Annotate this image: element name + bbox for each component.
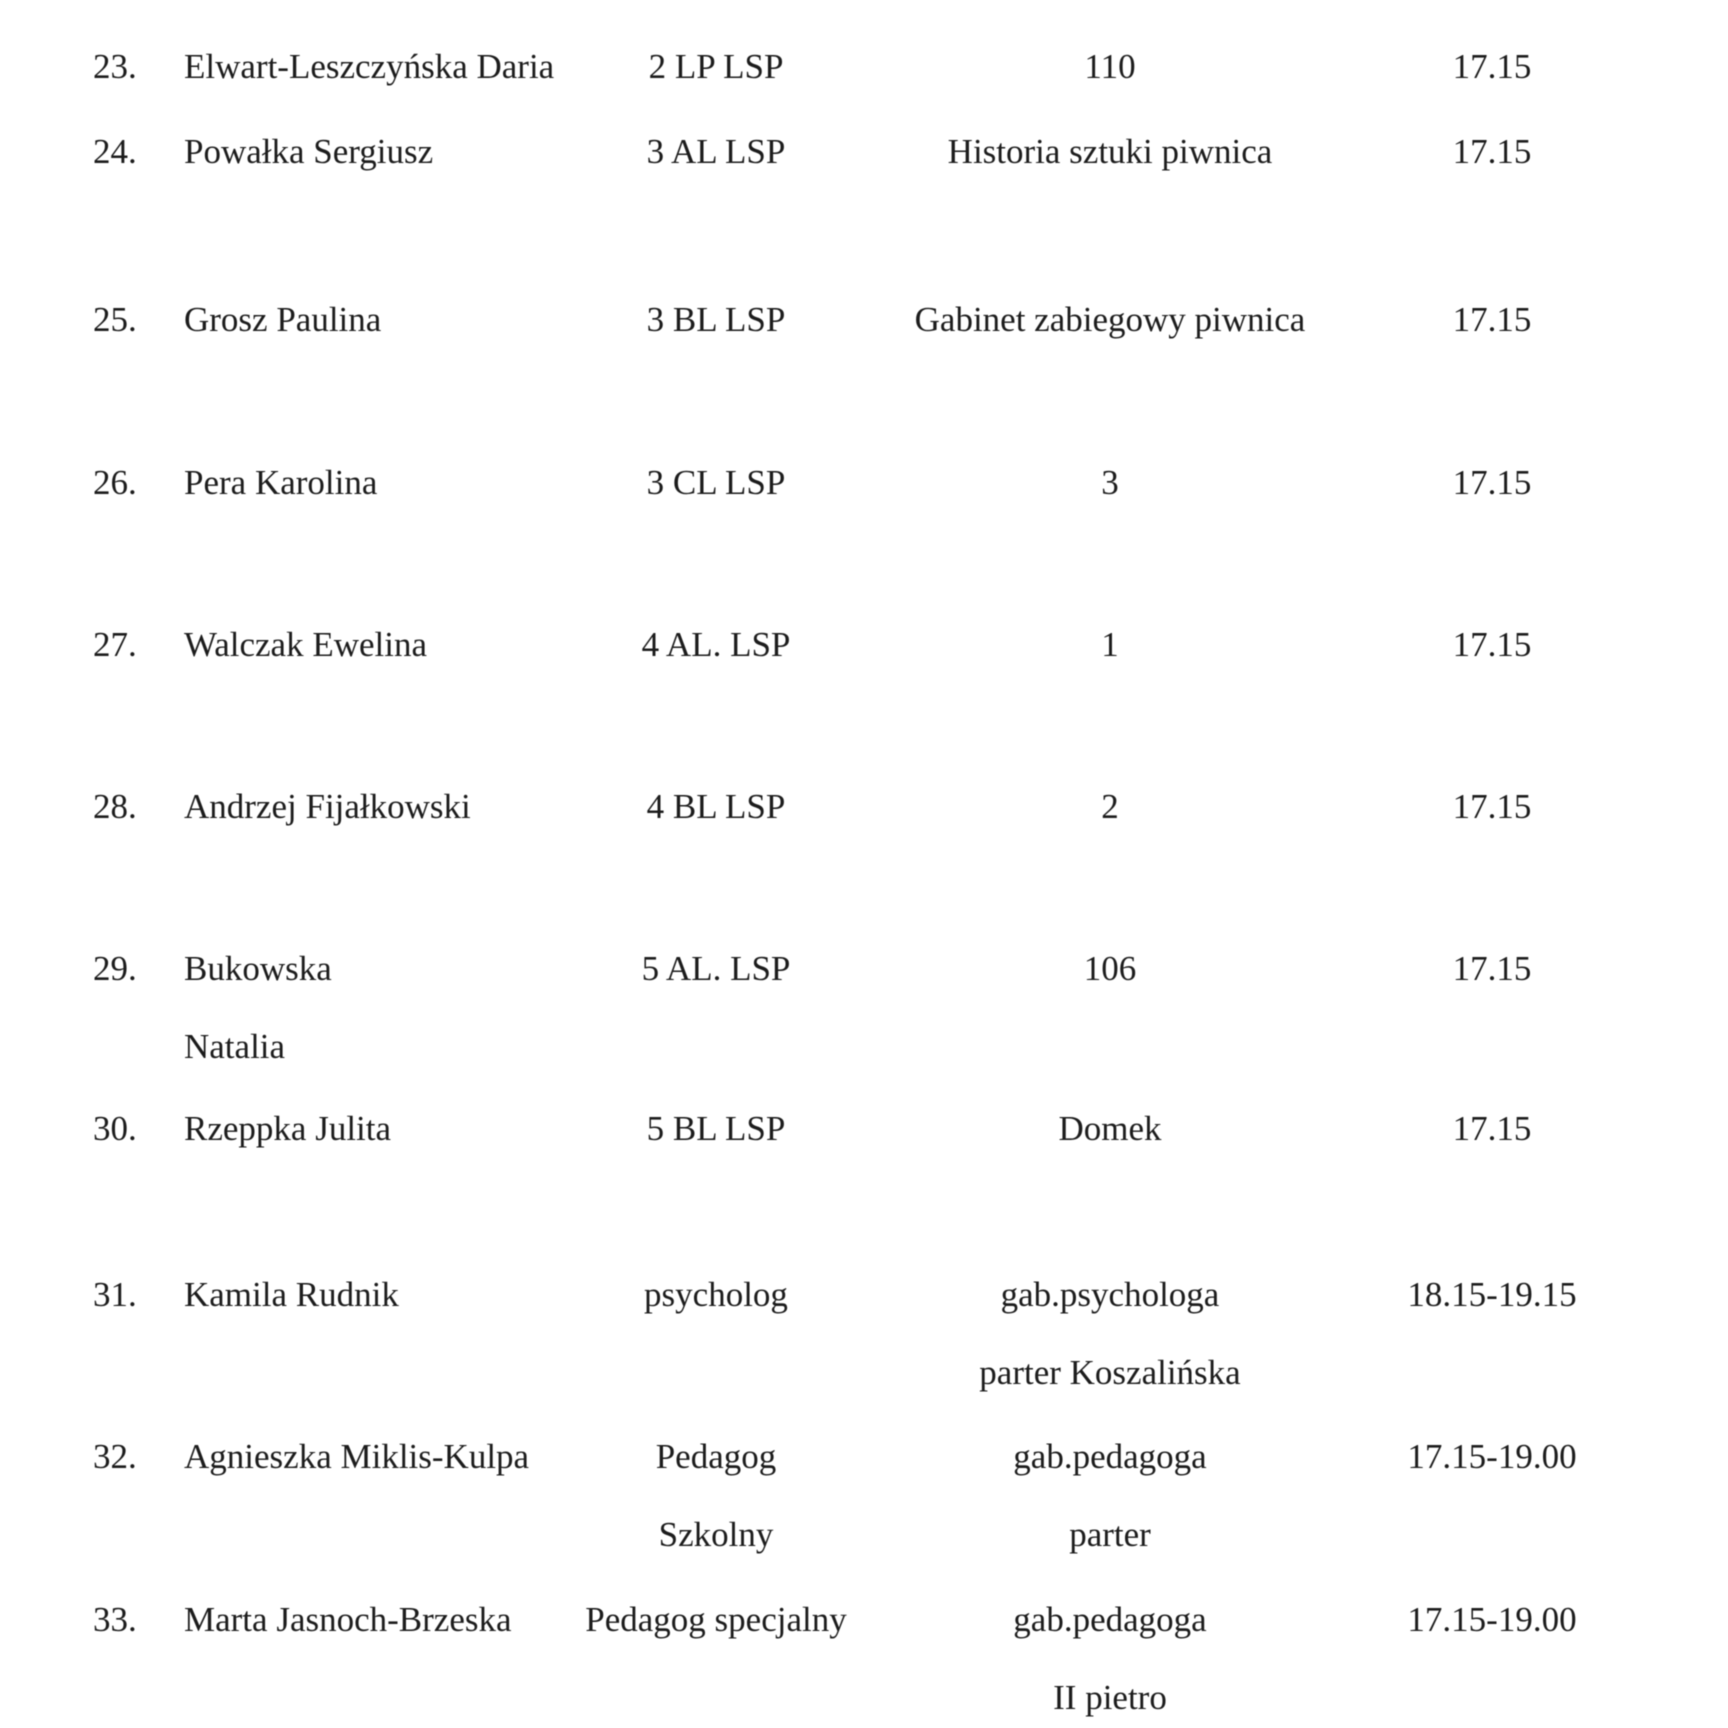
class-label: Pedagog specjalny xyxy=(585,1600,847,1639)
time-label: 17.15 xyxy=(1452,1109,1532,1148)
room-label: Historia sztuki piwnica xyxy=(947,132,1273,171)
teacher-name: Agnieszka Miklis-Kulpa xyxy=(184,1437,530,1476)
row-number: 23. xyxy=(93,47,137,86)
row-number: 32. xyxy=(93,1437,137,1476)
room-label xyxy=(865,1256,1355,1412)
teacher-name-line2: Natalia xyxy=(184,1027,286,1066)
time-label: 17.15 xyxy=(1452,47,1532,86)
room-label xyxy=(865,1581,1355,1728)
room-label-line1: gab.pedagoga xyxy=(1013,1437,1207,1476)
class-label: 2 LP LSP xyxy=(648,47,784,86)
teacher-name: Walczak Ewelina xyxy=(184,625,428,664)
class-label: 3 CL LSP xyxy=(646,463,786,502)
teacher-name: Grosz Paulina xyxy=(184,300,382,339)
room-label: 106 xyxy=(1083,949,1137,988)
row-number: 24. xyxy=(93,132,137,171)
row-number: 31. xyxy=(93,1275,137,1314)
room-label-line2: parter Koszalińska xyxy=(979,1353,1241,1392)
time-label: 17.15-19.00 xyxy=(1407,1600,1577,1639)
room-label-line1: gab.psychologa xyxy=(1000,1275,1220,1314)
row-number: 27. xyxy=(93,625,137,664)
class-label xyxy=(555,1418,877,1574)
time-label: 18.15-19.15 xyxy=(1407,1275,1577,1314)
teacher-name: Powałka Sergiusz xyxy=(184,132,434,171)
row-number: 29. xyxy=(93,949,137,988)
teacher-name: Marta Jasnoch-Brzeska xyxy=(184,1600,512,1639)
row-number: 28. xyxy=(93,787,137,826)
room-label-line1: gab.pedagoga xyxy=(1013,1600,1207,1639)
teacher-name: Elwart-Leszczyńska Daria xyxy=(184,47,555,86)
class-label-line2: Szkolny xyxy=(658,1515,774,1554)
room-label: Gabinet zabiegowy piwnica xyxy=(914,300,1306,339)
room-label: 1 xyxy=(1101,625,1119,664)
class-label-line1: Pedagog xyxy=(655,1437,777,1476)
room-label-line2: parter xyxy=(1069,1515,1151,1554)
class-label: 3 AL LSP xyxy=(646,132,786,171)
time-label: 17.15 xyxy=(1452,625,1532,664)
time-label: 17.15 xyxy=(1452,132,1532,171)
teacher-name: Andrzej Fijałkowski xyxy=(184,787,471,826)
time-label: 17.15 xyxy=(1452,300,1532,339)
class-label: psycholog xyxy=(644,1275,788,1314)
time-label: 17.15 xyxy=(1452,787,1532,826)
class-label: 4 BL LSP xyxy=(646,787,786,826)
room-label: 3 xyxy=(1101,463,1119,502)
class-label: 3 BL LSP xyxy=(646,300,786,339)
row-number: 25. xyxy=(93,300,137,339)
class-label: 5 BL LSP xyxy=(646,1109,786,1148)
teacher-name: Pera Karolina xyxy=(184,463,378,502)
room-label-line2: II pietro xyxy=(1053,1678,1167,1717)
room-label xyxy=(865,1418,1355,1574)
time-label: 17.15-19.00 xyxy=(1407,1437,1577,1476)
room-label: Domek xyxy=(1058,1109,1162,1148)
time-label: 17.15 xyxy=(1452,463,1532,502)
time-label: 17.15 xyxy=(1452,949,1532,988)
room-label: 110 xyxy=(1084,47,1136,86)
teacher-name-line1: Bukowska xyxy=(184,949,332,988)
room-label: 2 xyxy=(1101,787,1119,826)
class-label: 4 AL. LSP xyxy=(641,625,791,664)
row-number: 26. xyxy=(93,463,137,502)
teacher-name: Rzeppka Julita xyxy=(184,1109,392,1148)
class-label: 5 AL. LSP xyxy=(641,949,791,988)
row-number: 33. xyxy=(93,1600,137,1639)
teacher-name: Kamila Rudnik xyxy=(184,1275,399,1314)
row-number: 30. xyxy=(93,1109,137,1148)
